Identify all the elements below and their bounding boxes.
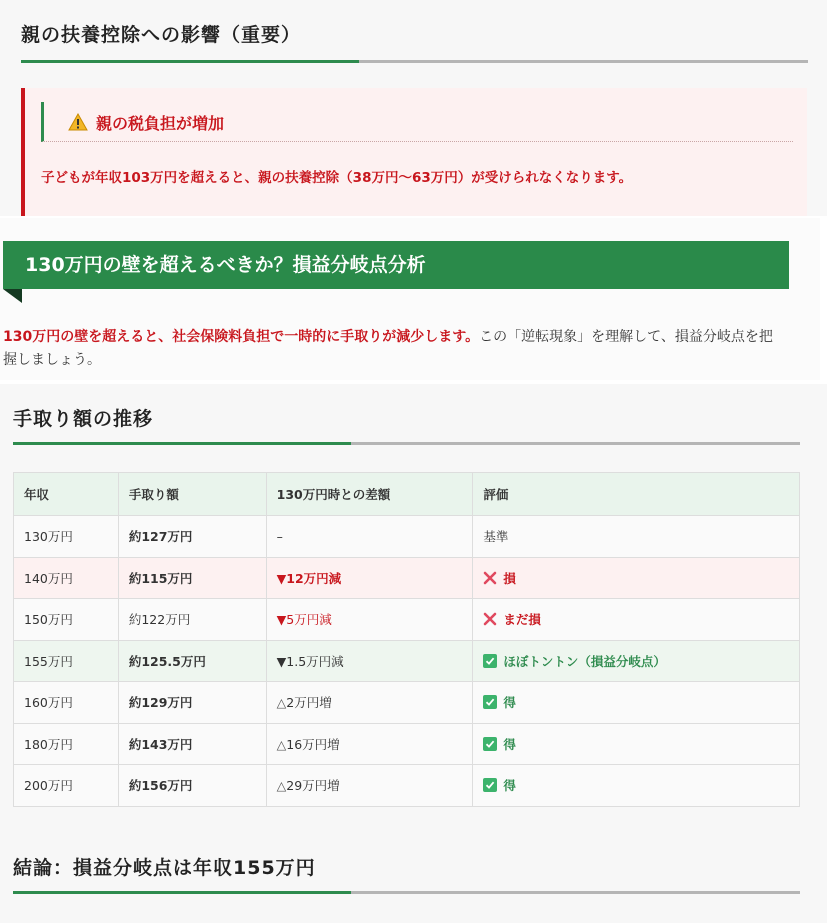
- cell-takehome: 約122万円: [118, 599, 266, 641]
- cell-difference: [266, 723, 473, 765]
- table-row: [14, 599, 800, 641]
- decrease-marker: ▼: [276, 612, 287, 628]
- cell-evaluation: [473, 557, 800, 599]
- cell-takehome: 約129万円: [118, 682, 266, 724]
- check-icon: [483, 654, 497, 668]
- decrease-marker: ▼: [276, 653, 287, 669]
- cell-difference: [266, 640, 473, 682]
- evaluation-text: 基準: [483, 529, 509, 545]
- evaluation-text: 得: [503, 695, 516, 711]
- banner-corner: [3, 289, 22, 303]
- table-row: [14, 516, 800, 558]
- lead-paragraph: [3, 326, 783, 372]
- cell-evaluation: [473, 723, 800, 765]
- table-row: [14, 765, 800, 807]
- warning-box: [21, 88, 807, 216]
- cell-income: 150万円: [14, 599, 119, 641]
- evaluation-text: 得: [503, 736, 516, 752]
- cell-difference: [266, 682, 473, 724]
- warning-header: [41, 102, 793, 142]
- heading-underline: [13, 891, 800, 894]
- cell-income: 130万円: [14, 516, 119, 558]
- cross-icon: [483, 612, 497, 626]
- column-header: 手取り額: [118, 473, 266, 516]
- takehome-table: [13, 472, 800, 807]
- cell-difference: [266, 557, 473, 599]
- difference-text: 5万円減: [286, 612, 332, 628]
- evaluation-text: ほぼトントン（損益分岐点）: [503, 653, 666, 669]
- cell-evaluation: [473, 516, 800, 558]
- difference-text: 1.5万円減: [286, 653, 344, 669]
- cell-evaluation: [473, 599, 800, 641]
- section-heading-conclusion: 結論：損益分岐点は年収155万円: [13, 857, 316, 879]
- difference-text: 16万円増: [286, 736, 340, 752]
- heading-underline: [21, 60, 808, 63]
- cell-difference: [266, 599, 473, 641]
- cell-takehome: 約127万円: [118, 516, 266, 558]
- check-icon: [483, 695, 497, 709]
- evaluation-text: 損: [503, 570, 516, 586]
- table-header-row: [14, 473, 800, 516]
- table-row: [14, 682, 800, 724]
- difference-text: 12万円減: [286, 570, 342, 586]
- cell-difference: [266, 765, 473, 807]
- increase-marker: △: [276, 778, 287, 794]
- evaluation-text: まだ損: [503, 612, 541, 628]
- cell-takehome: 約125.5万円: [118, 640, 266, 682]
- warning-text: 子どもが年収103万円を超えると、親の扶養控除（38万円〜63万円）が受けられなくなります。: [41, 170, 633, 186]
- column-header: 130万円時との差額: [266, 473, 473, 516]
- warning-title: 親の税負担が増加: [96, 114, 225, 133]
- cell-takehome: 約115万円: [118, 557, 266, 599]
- cross-icon: [483, 571, 497, 585]
- increase-marker: △: [276, 695, 287, 711]
- cell-income: 200万円: [14, 765, 119, 807]
- section-heading-parent-deduction: 親の扶養控除への影響（重要）: [21, 24, 302, 46]
- check-icon: [483, 737, 497, 751]
- table-row: [14, 557, 800, 599]
- column-header: 評価: [473, 473, 800, 516]
- section-heading-takehome: 手取り額の推移: [13, 408, 154, 430]
- lead-text: この「逆転現象」を理解して、損益分岐点を把握しましょう。: [3, 329, 773, 368]
- warning-icon: [68, 113, 88, 131]
- table-row: [14, 640, 800, 682]
- check-icon: [483, 778, 497, 792]
- cell-income: 155万円: [14, 640, 119, 682]
- cell-difference: –: [266, 516, 473, 558]
- column-header: 年収: [14, 473, 119, 516]
- heading-underline: [13, 442, 800, 445]
- cell-income: 160万円: [14, 682, 119, 724]
- difference-text: 2万円増: [286, 695, 332, 711]
- decrease-marker: ▼: [276, 570, 287, 586]
- cell-takehome: 約143万円: [118, 723, 266, 765]
- section-banner: 130万円の壁を超えるべきか？損益分岐点分析: [3, 241, 789, 289]
- increase-marker: △: [276, 736, 287, 752]
- cell-evaluation: [473, 682, 800, 724]
- table-row: [14, 723, 800, 765]
- evaluation-text: 得: [503, 778, 516, 794]
- cell-evaluation: [473, 640, 800, 682]
- cell-takehome: 約156万円: [118, 765, 266, 807]
- difference-text: 29万円増: [286, 778, 340, 794]
- cell-income: 140万円: [14, 557, 119, 599]
- lead-emphasis: 130万円の壁を超えると、社会保険料負担で一時的に手取りが減少します。: [3, 329, 480, 345]
- cell-income: 180万円: [14, 723, 119, 765]
- cell-evaluation: [473, 765, 800, 807]
